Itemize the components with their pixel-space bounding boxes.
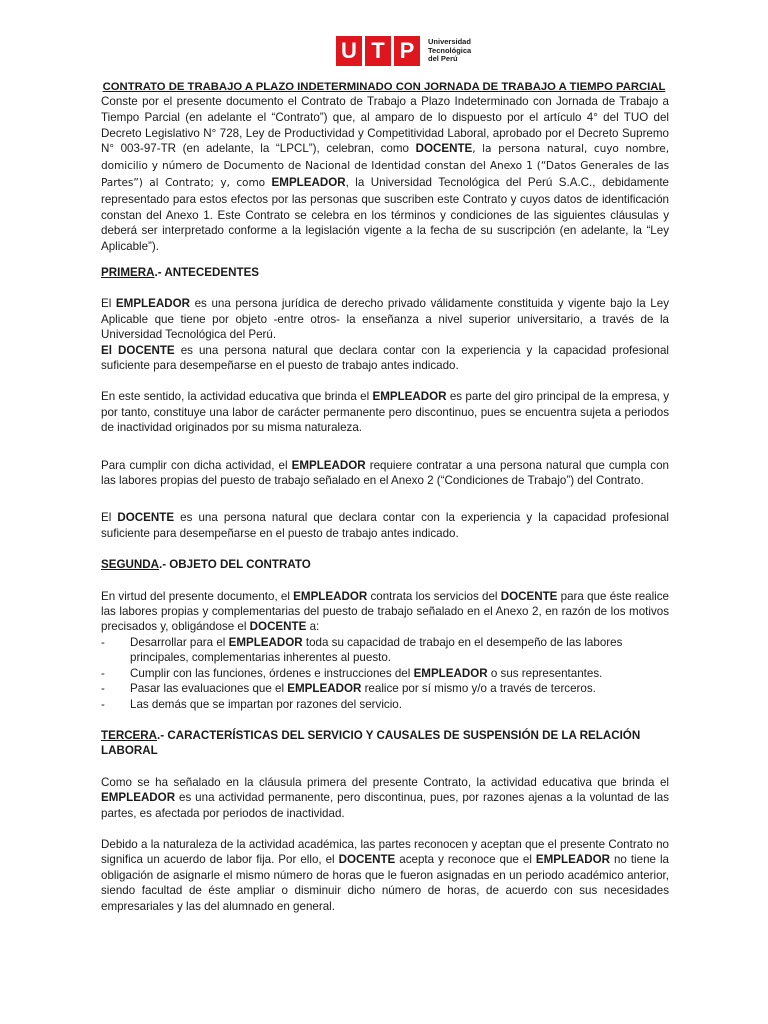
bold-run: EMPLEADOR xyxy=(413,666,488,680)
intro-empleador: EMPLEADOR xyxy=(271,175,346,189)
primera-paragraph-1 xyxy=(101,296,669,342)
list-item xyxy=(101,666,669,681)
text-run: Pasar las evaluaciones que el xyxy=(130,682,288,696)
text-run: En virtud del presente documento, el xyxy=(101,589,294,603)
clause-tercera-title: .- CARACTERÍSTICAS DEL SERVICIO Y CAUSALES DE SUSPENSIÓN DE LA RELACIÓN LABORAL xyxy=(101,728,641,758)
text-run: Cumplir con las funciones, órdenes e instrucciones del xyxy=(130,666,414,680)
bold-run: EMPLEADOR xyxy=(291,458,366,472)
primera-paragraph-3 xyxy=(101,389,669,435)
text-run: Para cumplir con dicha actividad, el xyxy=(101,458,292,472)
bold-run: EMPLEADOR xyxy=(101,791,176,805)
text-run: requiere contratar a una persona natural que cumpla con las labores propias del puesto de trabajo señalado en el Anexo 2 (“Condiciones de Trabajo”) del Contrato. xyxy=(101,458,669,488)
bold-run: EMPLEADOR xyxy=(372,390,447,404)
clause-segunda-label: SEGUNDA xyxy=(101,558,159,572)
bold-run: El DOCENTE xyxy=(101,343,175,357)
intro-text-2: , la persona natural, cuyo nombre, domicilio y número de Documento de Nacional de Identidad constan del Anexo 1 (“Datos Generales de las Partes”) al Contrato; y, como xyxy=(101,143,669,189)
bold-run: EMPLEADOR xyxy=(115,297,190,311)
text-run: El xyxy=(101,297,116,311)
clause-primera-heading xyxy=(101,265,669,280)
bold-run: EMPLEADOR xyxy=(535,853,610,867)
bold-run: DOCENTE xyxy=(338,853,396,867)
text-run: Las demás que se impartan por razones del servicio. xyxy=(130,697,402,711)
text-run: En este sentido, la actividad educativa que brinda el xyxy=(101,390,373,404)
tercera-paragraph-2 xyxy=(101,837,669,914)
clause-segunda-title: .- OBJETO DEL CONTRATO xyxy=(158,558,311,572)
clause-segunda-heading xyxy=(101,557,669,572)
list-dash: - xyxy=(101,682,105,696)
text-run: contrata los servicios del xyxy=(367,589,501,603)
logo-letter-u: U xyxy=(336,36,362,66)
text-run: es una persona jurídica de derecho privado válidamente constituida y vigente bajo la Ley Aplicable que tiene por objeto -entre otros- la enseñanza a nivel superior universitario, a través de la Universidad Tecnológica del Perú. xyxy=(101,297,669,342)
list-dash: - xyxy=(101,635,105,649)
document-title: CONTRATO DE TRABAJO A PLAZO INDETERMINADO CON JORNADA DE TRABAJO A TIEMPO PARCIAL xyxy=(102,81,666,93)
list-dash: - xyxy=(101,697,105,711)
text-run: Desarrollar para el xyxy=(130,635,229,649)
primera-paragraph-5 xyxy=(101,510,669,541)
bold-run: EMPLEADOR xyxy=(287,682,362,696)
text-run: Como se ha señalado en la cláusula primera del presente Contrato, la actividad educativa que brinda el xyxy=(101,775,669,789)
primera-paragraph-2 xyxy=(101,343,669,374)
text-run: para que éste realice las labores propias y complementarias del puesto de trabajo señalado en el Anexo 2, en razón de los motivos precisados y, obligándose el xyxy=(101,589,669,634)
text-run: es parte del giro principal de la empresa, y por tanto, constituye una labor de carácter permanente pero discontinuo, pues se encuentra sujeta a periodos de inactividad originados por su misma naturaleza. xyxy=(101,390,669,435)
bold-run: EMPLEADOR xyxy=(293,589,368,603)
clause-primera-label: PRIMERA xyxy=(101,265,155,279)
segunda-paragraph-1 xyxy=(101,589,669,635)
text-run: realice por sí mismo y/o a través de terceros. xyxy=(361,682,596,696)
text-run: es una persona natural que declara contar con la experiencia y la capacidad profesional suficiente para desempeñarse en el puesto de trabajo antes indicado. xyxy=(101,511,670,540)
list-item xyxy=(101,697,669,712)
list-item xyxy=(101,635,669,666)
logo-line-2: Tecnológica xyxy=(428,45,472,55)
logo-wordmark xyxy=(428,38,471,64)
text-run: es una persona natural que declara contar con la experiencia y la capacidad profesional suficiente para desempeñarse en el puesto de trabajo antes indicado. xyxy=(101,343,670,372)
bold-run: DOCENTE xyxy=(249,620,307,634)
bold-run: DOCENTE xyxy=(117,511,175,525)
utp-logo xyxy=(336,34,471,68)
clause-primera-title: .- ANTECEDENTES xyxy=(154,265,260,279)
text-run: toda su capacidad de trabajo en el desempeño de las labores principales, complementarias inherentes al puesto. xyxy=(130,635,623,665)
text-run: Debido a la naturaleza de la actividad académica, las partes reconocen y aceptan que el presente Contrato no significa un acuerdo de labor fija. Por ello, el xyxy=(101,837,669,867)
text-run: El xyxy=(101,511,118,525)
primera-paragraph-4 xyxy=(101,458,669,489)
logo-letter-p: P xyxy=(394,36,420,66)
list-item xyxy=(101,681,669,696)
text-run: a: xyxy=(306,620,320,634)
text-run: es una actividad permanente, pero discontinua, pues, por razones ajenas a la voluntad de las partes, es afectada por periodos de inactividad. xyxy=(101,791,669,820)
bold-run: DOCENTE xyxy=(500,589,558,603)
bold-run: EMPLEADOR xyxy=(228,635,303,649)
clause-tercera-heading xyxy=(101,728,669,759)
text-run: acepta y reconoce que el xyxy=(395,853,536,867)
intro-text-3: , la Universidad Tecnológica del Perú S.A.C., debidamente representado para estos efectos por las personas que suscriben este Contrato y cuyos datos de identificación constan del Anexo 1. Este Contrato se celebra en los términos y condiciones de las siguientes cláusulas y deberá ser interpretado conforme a la legislación vigente a la fecha de su suscripción (en adelante, la “Ley Aplicable”). xyxy=(101,175,669,254)
clause-tercera-label: TERCERA xyxy=(101,728,158,742)
document-body xyxy=(101,80,669,914)
text-run: no tiene la obligación de asignarle el mismo número de horas que le fueron asignadas en un periodo académico anterior, siendo facultad de éste ampliar o disminuir dicho número de horas, de acuerdo con sus necesidades empresariales y las del alumnado en general. xyxy=(101,853,669,913)
intro-docente: DOCENTE xyxy=(415,142,473,156)
logo-line-3: del Perú xyxy=(428,54,458,64)
logo-line-1: Universidad xyxy=(428,37,471,47)
obligations-list xyxy=(101,635,669,712)
list-dash: - xyxy=(101,666,105,680)
logo-letter-t: T xyxy=(365,36,391,66)
text-run: o sus representantes. xyxy=(487,666,603,680)
tercera-paragraph-1 xyxy=(101,775,669,821)
intro-paragraph xyxy=(101,94,669,255)
intro-text-1: Conste por el presente documento el Contrato de Trabajo a Plazo Indeterminado con Jornada de Trabajo a Tiempo Parcial (en adelante el “Contrato”) que, al amparo de lo dispuesto por el artículo 4° del TUO del Decreto Legislativo N° 728, Ley de Productividad y Competitividad Laboral, aprobado por el Decreto Supremo N° 003-97-TR (en adelante, la “LPCL”), celebran, como xyxy=(101,95,669,156)
logo-letters xyxy=(336,36,423,66)
